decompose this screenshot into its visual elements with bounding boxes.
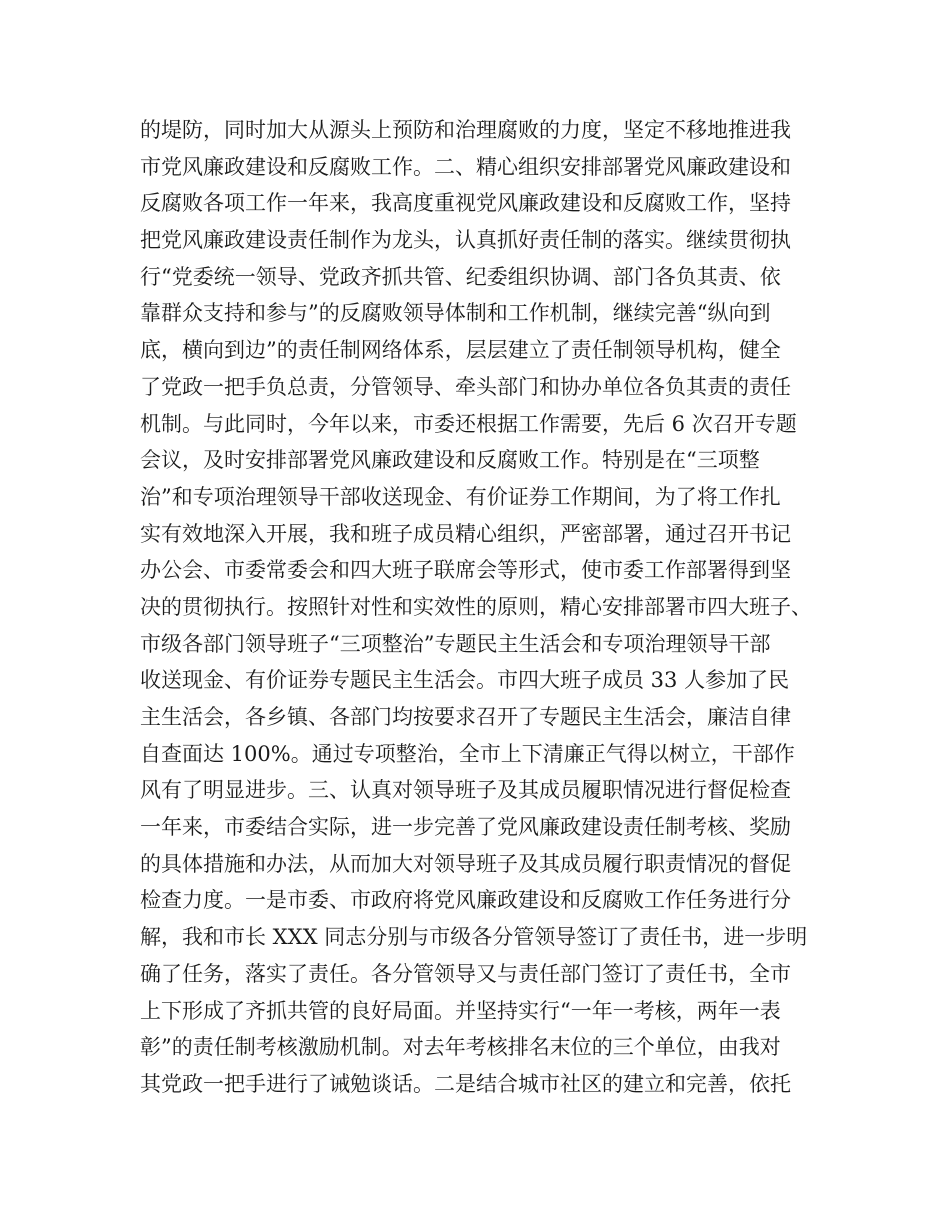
text-line: 会议，及时安排部署党风廉政建设和反腐败工作。特别是在“三项整 — [140, 448, 760, 473]
text-line: 决的贯彻执行。按照针对性和实效性的原则，精心安排部署市四大班子、 — [140, 594, 812, 619]
text-line: 治”和专项治理领导干部收送现金、有价证券工作期间，为了将工作扎 — [140, 484, 781, 509]
text-line: 市级各部门领导班子“三项整治”专题民主生活会和专项治理领导干部 — [140, 631, 771, 656]
text-line: 了党政一把手负总责，分管领导、牵头部门和协办单位各负其责的责任 — [140, 374, 791, 399]
text-line: 一年来，市委结合实际，进一步完善了党风廉政建设责任制考核、奖励 — [140, 815, 791, 840]
text-line: 靠群众支持和参与”的反腐败领导体制和工作机制，继续完善“纵向到 — [140, 301, 771, 326]
text-line: 彰”的责任制考核激励机制。对去年考核排名末位的三个单位，由我对 — [140, 1035, 781, 1060]
text-line: 自查面达 100%。通过专项整治，全市上下清廉正气得以树立，干部作 — [140, 741, 795, 766]
text-line: 风有了明显进步。三、认真对领导班子及其成员履职情况进行督促检查 — [140, 778, 791, 803]
text-line: 主生活会，各乡镇、各部门均按要求召开了专题民主生活会，廉洁自律 — [140, 705, 791, 729]
text-line: 底，横向到边”的责任制网络体系，层层建立了责任制领导机构，健全 — [140, 338, 781, 363]
text-line: 办公会、市委常委会和四大班子联席会等形式，使市委工作部署得到坚 — [140, 558, 791, 583]
text-line: 机制。与此同时，今年以来，市委还根据工作需要，先后 6 次召开专题 — [140, 411, 797, 436]
text-line: 市党风廉政建设和反腐败工作。二、精心组织安排部署党风廉政建设和 — [140, 154, 791, 179]
text-line: 的堤防，同时加大从源头上预防和治理腐败的力度，坚定不移地推进我 — [140, 118, 791, 142]
text-line: 把党风廉政建设责任制作为龙头，认真抓好责任制的落实。继续贯彻执 — [140, 228, 791, 253]
text-line: 解，我和市长 XXX 同志分别与市级各分管领导签订了责任书，进一步明 — [140, 925, 808, 950]
text-line: 检查力度。一是市委、市政府将党风廉政建设和反腐败工作任务进行分 — [140, 888, 791, 913]
text-line: 收送现金、有价证券专题民主生活会。市四大班子成员 33 人参加了民 — [140, 668, 790, 693]
text-line: 行“党委统一领导、党政齐抓共管、纪委组织协调、部门各负其责、依 — [140, 264, 781, 289]
text-line: 反腐败各项工作一年来，我高度重视党风廉政建设和反腐败工作，坚持 — [140, 191, 791, 216]
text-line: 的具体措施和办法，从而加大对领导班子及其成员履行职责情况的督促 — [140, 851, 791, 876]
text-line: 实有效地深入开展，我和班子成员精心组织，严密部署，通过召开书记 — [140, 521, 791, 546]
text-line: 确了任务，落实了责任。各分管领导又与责任部门签订了责任书，全市 — [140, 961, 791, 986]
text-line: 其党政一把手进行了诫勉谈话。二是结合城市社区的建立和完善，依托 — [140, 1071, 791, 1096]
text-line: 上下形成了齐抓共管的良好局面。并坚持实行“一年一考核，两年一表 — [140, 998, 781, 1023]
body-text — [140, 112, 830, 1103]
